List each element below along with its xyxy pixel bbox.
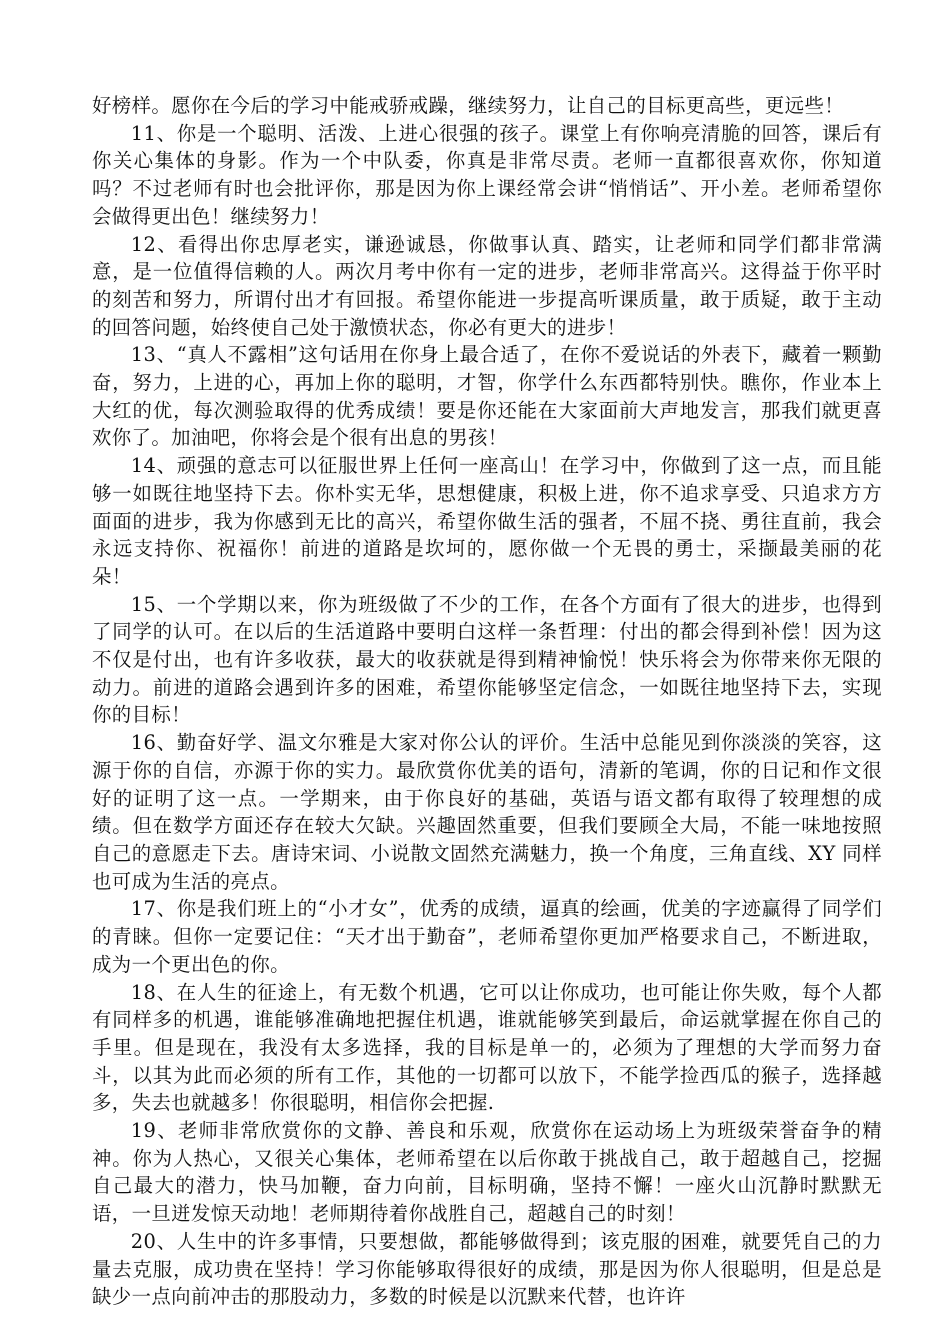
paragraph-comment-17: 17、你是我们班上的“小才女”，优秀的成绩，逼真的绘画，优美的字迹赢得了同学们的青睐。但你一定要记住：“天才出于勤奋”，老师希望你更加严格要求自己，不断进取，成为一个更出色的你。 (92, 897, 882, 976)
paragraph-comment-18: 18、在人生的征途上，有无数个机遇，它可以让你成功，也可能让你失败，每个人都有同样多的机遇，谁能够准确地把握住机遇，谁就能够笑到最后，命运就掌握在你自己的手里。但是现在，我没有太多选择，我的目标是单一的，必须为了理想的大学而努力奋斗，以其为此而必须的所有工作，其他的一切都可以放下，不能学捡西瓜的猴子，选择越多，失去也就越多！你很聪明，相信你会把握. (92, 980, 882, 1115)
paragraph-comment-14: 14、顽强的意志可以征服世界上任何一座高山！在学习中，你做到了这一点，而且能够一如既往地坚持下去。你朴实无华，思想健康，积极上进，你不追求享受、只追求方方面面的进步，我为你感到无比的高兴，希望你做生活的强者，不屈不挠、勇往直前，我会永远支持你、祝福你！前进的道路是坎坷的，愿你做一个无畏的勇士，采撷最美丽的花朵！ (92, 454, 882, 588)
paragraph-comment-16: 16、勤奋好学、温文尔雅是大家对你公认的评价。生活中总能见到你淡淡的笑容，这源于你的自信，亦源于你的实力。最欣赏你优美的语句，清新的笔调，你的日记和作文很好的证明了这一点。一学期来，由于你良好的基础，英语与语文都有取得了较理想的成绩。但在数学方面还存在较大欠缺。兴趣固然重要，但我们要顾全大局，不能一味地按照自己的意愿走下去。唐诗宋词、小说散文固然充满魅力，换一个角度，三角直线、XY 同样也可成为生活的亮点。 (92, 731, 882, 893)
paragraph-comment-12: 12、看得出你忠厚老实，谦逊诚恳，你做事认真、踏实，让老师和同学们都非常满意，是一位值得信赖的人。两次月考中你有一定的进步，老师非常高兴。这得益于你平时的刻苦和努力，所谓付出才有回报。希望你能进一步提高听课质量，敢于质疑，敢于主动的回答问题，始终使自己处于激愤状态，你必有更大的进步！ (92, 232, 882, 339)
paragraph-comment-15: 15、一个学期以来，你为班级做了不少的工作，在各个方面有了很大的进步，也得到了同学的认可。在以后的生活道路中要明白这样一条哲理：付出的都会得到补偿！因为这不仅是付出，也有许多收获，最大的收获就是得到精神愉悦！快乐将会为你带来你无限的动力。前进的道路会遇到许多的困难，希望你能够坚定信念，一如既往地坚持下去，实现你的目标！ (92, 592, 882, 727)
paragraph-comment-13: 13、“真人不露相”这句话用在你身上最合适了，在你不爱说话的外表下，藏着一颗勤奋，努力，上进的心，再加上你的聪明，才智，你学什么东西都特别快。瞧你，作业本上大红的优，每次测验取得的优秀成绩！要是你还能在大家面前大声地发言，那我们就更喜欢你了。加油吧，你将会是个很有出息的男孩！ (92, 343, 882, 450)
paragraph-comment-19: 19、老师非常欣赏你的文静、善良和乐观，欣赏你在运动场上为班级荣誉奋争的精神。你为人热心，又很关心集体，老师希望在以后你敢于挑战自己，敢于超越自己，挖掘自己最大的潜力，快马加鞭，奋力向前，目标明确，坚持不懈！一座火山沉静时默默无语，一旦迸发惊天动地！老师期待着你战胜自己，超越自己的时刻！ (92, 1119, 882, 1226)
paragraph-comment-20: 20、人生中的许多事情，只要想做，都能够做得到；该克服的困难，就要凭自己的力量去克服，成功贵在坚持！学习你能够取得很好的成绩，那是因为你人很聪明，但是总是缺少一点向前冲击的那股动力，多数的时候是以沉默来代替，也许许 (92, 1229, 882, 1309)
paragraph-continuation: 好榜样。愿你在今后的学习中能戒骄戒躁，继续努力，让自己的目标更高些，更远些！ (92, 94, 845, 117)
paragraph-comment-11: 11、你是一个聪明、活泼、上进心很强的孩子。课堂上有你响亮清脆的回答，课后有你关心集体的身影。作为一个中队委，你真是非常尽责。老师一直都很喜欢你，你知道吗？不过老师有时也会批评你，那是因为你上课经常会讲“悄悄话”、开小差。老师希望你会做得更出色！继续努力！ (92, 121, 882, 228)
document-body (92, 92, 882, 1311)
